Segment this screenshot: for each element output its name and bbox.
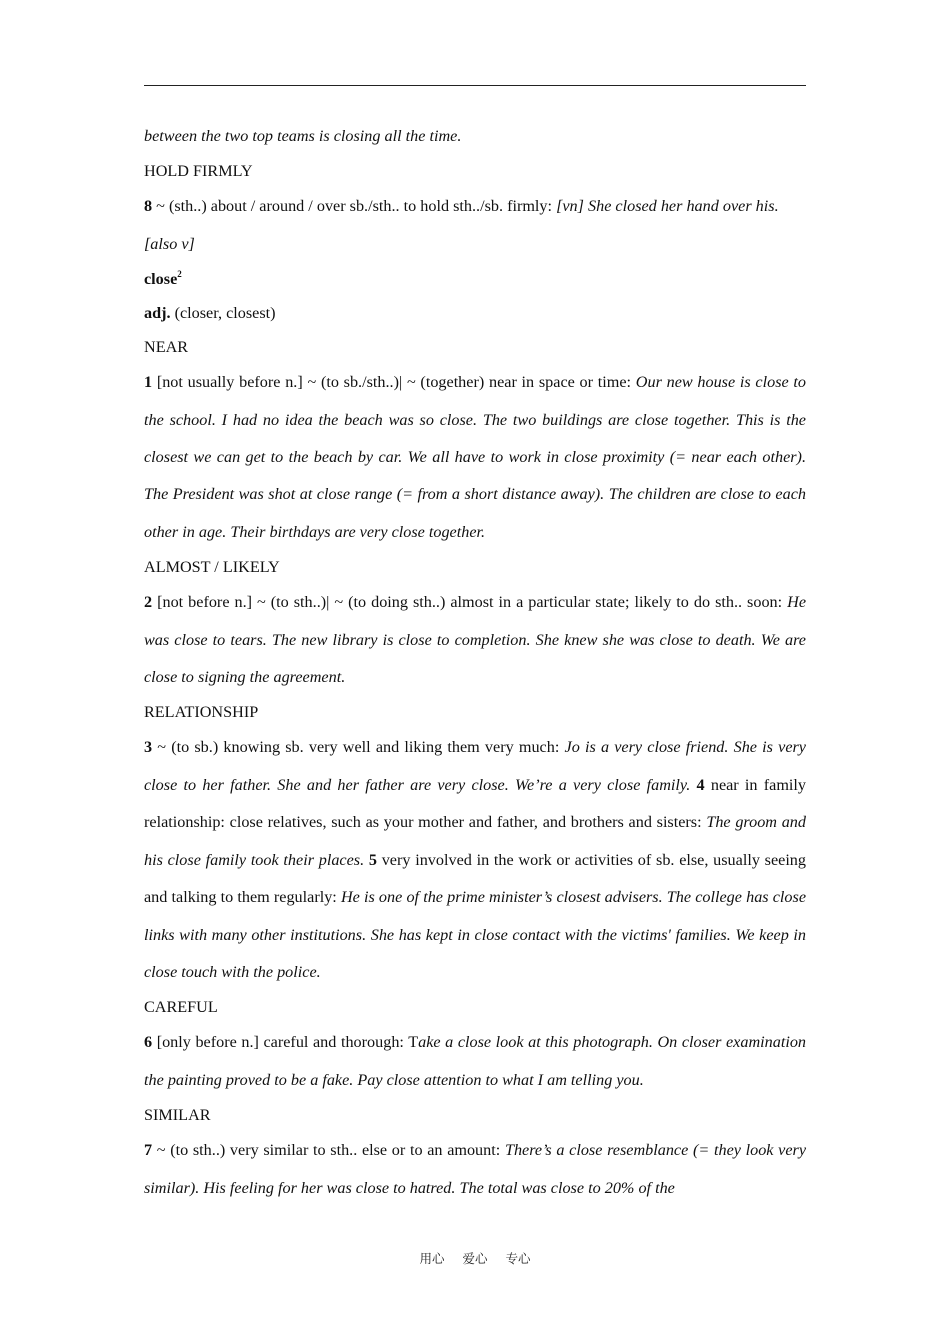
headword-line [144, 262, 806, 296]
sense-number: 4 [696, 775, 705, 794]
section-heading-almost-likely: ALMOST / LIKELY [144, 558, 280, 577]
definition-7 [144, 1132, 806, 1207]
section-heading-careful: CAREFUL [144, 998, 218, 1017]
sense-number: 6 [144, 1033, 153, 1052]
definition-text: ~ (to sb.) knowing sb. very well and liking them very much: [157, 738, 560, 757]
page-footer: 用心 爱心 专心 [419, 1251, 531, 1266]
definition-text: ~ (to sth..) very similar to sth.. else or to an amount: [156, 1141, 501, 1160]
continuation-text: between the two top teams is closing all the time. [144, 127, 462, 145]
example-note: [also v] [144, 234, 195, 253]
headword: close [144, 270, 178, 289]
definition-text: [not usually before n.] ~ (to sb./sth..)| ~ (together) near in space or time: [156, 373, 632, 392]
section-heading-relationship: RELATIONSHIP [144, 703, 259, 722]
headword-superscript: 2 [177, 269, 182, 280]
definition-8 [144, 188, 806, 263]
definition-1 [144, 364, 806, 551]
sense-number: 7 [144, 1141, 153, 1160]
dictionary-entry [144, 118, 806, 1207]
pos-label: adj. [144, 304, 171, 323]
definition-text: very involved in the work or activities of sb. else, usually seeing and talking to them regularly: [144, 850, 806, 907]
definition-2 [144, 584, 806, 696]
part-of-speech-line [144, 296, 806, 330]
definition-text: [not before n.] ~ (to sth..)| ~ (to doing sth..) almost in a particular state; likely to do sth.. soon: [157, 593, 783, 612]
sense-number: 1 [144, 373, 153, 392]
section-heading-near: NEAR [144, 338, 189, 357]
example-text: He is one of the prime minister’s closest advisers. The college has close links with many other institutions. She has kept in close contact with the victims' families. We keep in close touch with the police. [144, 888, 807, 981]
definition-6 [144, 1024, 806, 1099]
section-heading-hold-firmly: HOLD FIRMLY [144, 162, 253, 181]
sense-number: 3 [144, 738, 153, 757]
example-text: ake a close look at this photograph. On closer examination the painting proved to be a fake. Pay close attention to what I am telling you. [144, 1033, 807, 1089]
example-text: Our new house is close to the school. I had no idea the beach was so close. The two buildings are close together. This is the closest we can get to the beach by car. We all have to work in close proximity (= near each other). The President was shot at close range (= from a short distance away). The children are close to each other in age. Their birthdays are very close together. [144, 373, 807, 541]
pos-forms: (closer, closest) [174, 304, 276, 323]
definition-text: [only before n.] careful and thorough: T [156, 1033, 419, 1052]
definition-text: ~ (sth..) about / around / over sb./sth.. to hold sth../sb. firmly: [156, 197, 553, 216]
example-text: He was close to tears. The new library is close to completion. She knew she was close to death. We are close to signing the agreement. [144, 593, 807, 687]
header-rule [144, 85, 806, 86]
sense-number: 2 [144, 593, 153, 612]
sense-number: 8 [144, 197, 153, 216]
example-text: [vn] She closed her hand over his. [556, 197, 779, 216]
sense-number: 5 [368, 850, 377, 869]
example-text: There’s a close resemblance (= they look very similar). His feeling for her was close to hatred. The total was close to 20% of the [144, 1141, 807, 1197]
example-text: Jo is a very close friend. She is very close to her father. She and her father are very close. We’re a very close family. [144, 738, 806, 794]
section-heading-similar: SIMILAR [144, 1106, 211, 1125]
example-text: The groom and his close family took their places. [144, 813, 806, 869]
definition-text: near in family relationship: close relatives, such as your mother and father, and brothers and sisters: [144, 775, 807, 832]
definition-3-5 [144, 729, 806, 991]
